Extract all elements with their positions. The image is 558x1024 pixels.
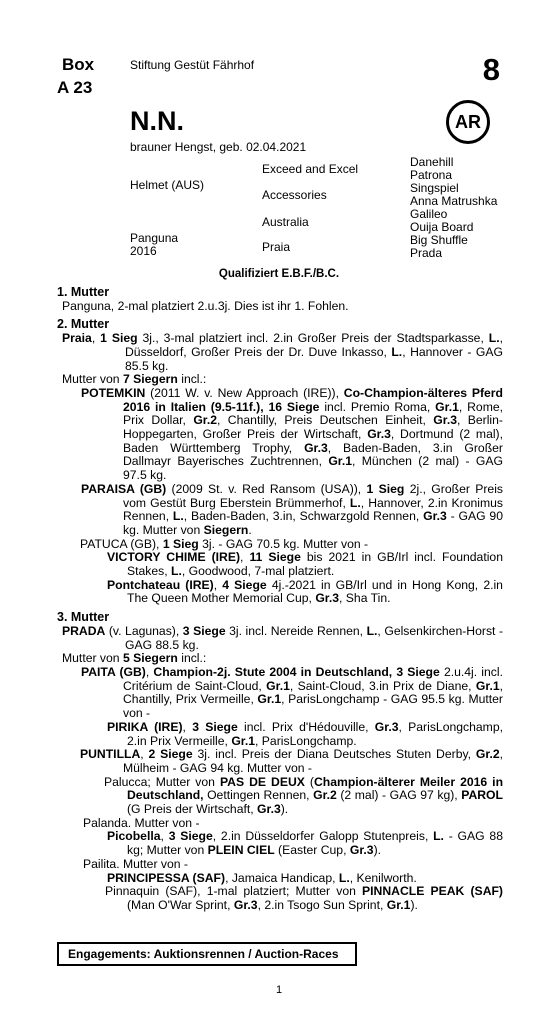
entry-principessa: PRINCIPESSA (SAF), Jamaica Handicap, L., Kenilworth. bbox=[107, 870, 417, 885]
entry-patuca: PATUCA (GB), 1 Sieg 3j. - GAG 70.5 kg. Mutter von - bbox=[80, 536, 369, 551]
entry-palucca: Palucca; Mutter von PAS DE DEUX (Champion-älterer Meiler 2016 in Deutschland, Oettingen Rennen, Gr.2 (2 mal) - GAG 97 kg), PAROL (G Preis der Wirtschaft, Gr.3). bbox=[104, 774, 504, 817]
entry-puntilla: PUNTILLA, 2 Siege 3j. incl. Preis der Diana Deutsches Stuten Derby, Gr.2, Mülheim - GAG 94 kg. Mutter von - bbox=[80, 747, 504, 775]
entry-paita: PAITA (GB), Champion-2j. Stute 2004 in Deutschland, 3 Siege 2.u.4j. incl. Critérium de Saint-Cloud, Gr.1, Saint-Cloud, 3.in Prix de Diane, Gr.1, Chantilly, Prix Vermeille, Gr.1, ParisLongchamp - GAG 95.5 kg. Mutter von - bbox=[81, 664, 503, 721]
pedigree-gen3-item: Galileo bbox=[410, 207, 448, 221]
owner: Stiftung Gestüt Fährhof bbox=[130, 58, 255, 72]
entry-praia: Praia, 1 Sieg 3j., 3-mal platziert incl. 2.in Großer Preis der Stadtsparkasse, L., Düsseldorf, Großer Preis der Dr. Duve Inkasso, L., Hannover - GAG 85.5 kg. bbox=[62, 331, 504, 373]
pedigree-gen3-item: Singspiel bbox=[410, 181, 459, 195]
pedigree-dam bbox=[130, 232, 178, 258]
second-dam-title: 2. Mutter bbox=[57, 317, 110, 332]
produce-header: Mutter von 5 Siegern incl.: bbox=[62, 651, 207, 666]
entry-pontchateau: Pontchateau (IRE), 4 Siege 4j.-2021 in GB/Irl und in Hong Kong, 2.in The Queen Mother Memorial Cup, Gr.3, Sha Tin. bbox=[107, 577, 503, 606]
entry-pinnaquin: Pinnaquin (SAF), 1-mal platziert; Mutter von PINNACLE PEAK (SAF) (Man O'War Sprint, Gr.3, 2.in Tsogo Sun Sprint, Gr.1). bbox=[105, 884, 503, 912]
horse-description: brauner Hengst, geb. 02.04.2021 bbox=[130, 140, 307, 154]
first-dam-title: 1. Mutter bbox=[57, 285, 110, 299]
pedigree-gen3-item: Danehill bbox=[410, 155, 454, 169]
page-number: 1 bbox=[275, 984, 283, 996]
pedigree-gen3-item: Ouija Board bbox=[410, 220, 474, 234]
entry-victory-chime: VICTORY CHIME (IRE), 11 Siege bis 2021 in GB/Irl incl. Foundation Stakes, L., Goodwood, 7-mal platziert. bbox=[107, 550, 503, 579]
pedigree-gen2: Accessories bbox=[262, 188, 327, 202]
pedigree-dam-year: 2016 bbox=[130, 244, 157, 258]
box-number: A 23 bbox=[57, 78, 93, 97]
produce-header: Mutter von 7 Siegern incl.: bbox=[62, 372, 207, 387]
entry-pirika: PIRIKA (IRE), 3 Siege incl. Prix d'Hédouville, Gr.3, ParisLongchamp, 2.in Prix Vermeille, Gr.1, ParisLongchamp. bbox=[107, 719, 503, 748]
entry-picobella: Picobella, 3 Siege, 2.in Düsseldorfer Galopp Stutenpreis, L. - GAG 88 kg; Mutter von PLEIN CIEL (Easter Cup, Gr.3). bbox=[107, 829, 503, 858]
pedigree-sire: Helmet (AUS) bbox=[130, 178, 205, 192]
pedigree-gen2: Praia bbox=[262, 240, 291, 254]
pedigree-gen2: Exceed and Excel bbox=[262, 162, 359, 176]
lot-number: 8 bbox=[482, 52, 500, 87]
pedigree-gen3 bbox=[410, 156, 497, 260]
entry-palanda: Palanda. Mutter von - bbox=[83, 815, 200, 830]
entry-potemkin: POTEMKIN (2011 W. v. New Approach (IRE)), Co-Champion-älteres Pferd 2016 in Italien (9.5-11f.), 16 Siege incl. Premio Roma, Gr.1, Rome, Prix Dollar, Gr.2, Chantilly, Preis Deutschen Einheit, Gr.3, Berlin-Hoppegarten, Großer Preis der Wirtschaft, Gr.3, Dortmund (2 mal), Baden Württemberg Trophy, Gr.3, Baden-Baden, 3.in Großer Dallmayr Bayerisches Zuchtrennen, Gr.1, München (2 mal) - GAG 97.5 kg. bbox=[81, 385, 504, 483]
first-dam-text: Panguna, 2-mal platziert 2.u.3j. Dies ist ihr 1. Fohlen. bbox=[62, 298, 349, 313]
pedigree-gen2: Australia bbox=[262, 215, 309, 229]
ar-badge: AR bbox=[446, 100, 490, 144]
pedigree-dam-name: Panguna bbox=[130, 231, 179, 245]
box-label: Box bbox=[62, 55, 95, 74]
qualification: Qualifiziert E.B.F./B.C. bbox=[218, 268, 340, 280]
pedigree-gen3-item: Patrona bbox=[410, 168, 453, 182]
entry-pailita: Pailita. Mutter von - bbox=[83, 856, 188, 871]
pedigree-gen3-item: Prada bbox=[410, 246, 443, 260]
engagements-box: Engagements: Auktionsrennen / Auction-Races bbox=[57, 942, 357, 966]
horse-name: N.N. bbox=[130, 106, 184, 136]
entry-prada: PRADA (v. Lagunas), 3 Siege 3j. incl. Nereide Rennen, L., Gelsenkirchen-Horst - GAG 88.5 kg. bbox=[62, 623, 504, 652]
entry-paraisa: PARAISA (GB) (2009 St. v. Red Ransom (USA)), 1 Sieg 2j., Großer Preis vom Gestüt Burg Eberstein Brümmerhof, L., Hannover, 2.in Kronimus Rennen, L., Baden-Baden, 3.in, Schwarzgold Rennen, Gr.3 - GAG 90 kg. Mutter von Siegern. bbox=[81, 481, 503, 537]
pedigree-gen3-item: Big Shuffle bbox=[410, 233, 468, 247]
family-section bbox=[57, 286, 503, 913]
third-dam-title: 3. Mutter bbox=[57, 610, 110, 625]
pedigree-gen3-item: Anna Matrushka bbox=[410, 194, 498, 208]
